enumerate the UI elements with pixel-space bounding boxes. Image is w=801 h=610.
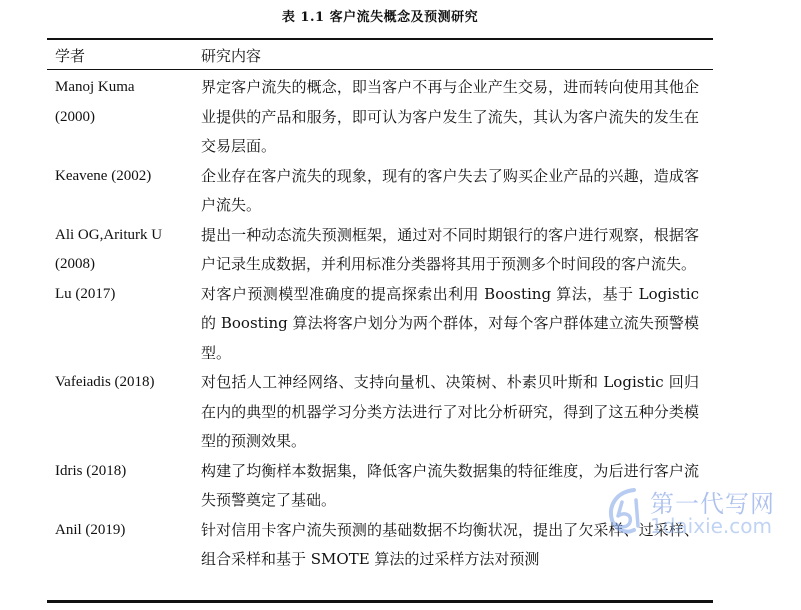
content-cell: 针对信用卡客户流失预测的基础数据不均衡状况，提出了欠采样、过采样、组合采样和基于 SMOTE 算法的过采样方法对预测	[201, 520, 699, 568]
table-row	[47, 162, 713, 221]
content-cell: 企业存在客户流失的现象，现有的客户失去了购买企业产品的兴趣，造成客户流失。	[201, 166, 699, 214]
author-cell: Ali OG,Ariturk U (2008)	[55, 226, 163, 272]
table-caption: 表 1.1 客户流失概念及预测研究	[281, 10, 479, 25]
author-cell: Idris (2018)	[55, 462, 127, 479]
author-cell: Manoj Kuma (2000)	[55, 79, 135, 125]
author-cell: Vafeiadis (2018)	[55, 374, 155, 390]
header-author: 学者	[55, 47, 86, 65]
content-cell: 界定客户流失的概念，即当客户不再与企业产生交易，进而转向使用其他企业提供的产品和服务，即可认为客户发生了流失，其认为客户流失的发生在交易层面。	[201, 78, 699, 155]
header-content: 研究内容	[201, 47, 262, 65]
watermark-logo-icon	[604, 486, 646, 538]
content-cell: 对包括人工神经网络、支持向量机、决策树、朴素贝叶斯和 Logistic 回归在内的典型的机器学习分类方法进行了对比分析研究，得到了这五种分类模型的预测效果。	[201, 373, 699, 450]
watermark-url: 1daixie.com	[650, 514, 773, 538]
table-row	[47, 368, 713, 457]
author-cell: Lu (2017)	[55, 285, 116, 302]
table-row	[47, 280, 713, 369]
table-bottom-rule	[47, 600, 713, 603]
author-cell: Keavene (2002)	[55, 167, 152, 184]
table-row	[47, 221, 713, 280]
table-top-rule	[47, 38, 713, 40]
author-cell: Anil (2019)	[55, 521, 126, 538]
watermark	[604, 484, 794, 544]
content-cell: 构建了均衡样本数据集，降低客户流失数据集的特征维度，为后进行客户流失预警奠定了基础。	[201, 461, 699, 509]
content-cell: 对客户预测模型准确度的提高探索出利用 Boosting 算法，基于 Logistic 的 Boosting 算法将客户划分为两个群体，对每个客户群体建立流失预警模型。	[201, 284, 699, 362]
table-row	[47, 73, 713, 162]
content-cell: 提出一种动态流失预测框架，通过对不同时期银行的客户进行观察，根据客户记录生成数据，并利用标准分类器将其用于预测多个时间段的客户流失。	[201, 225, 699, 273]
table-header-rule	[47, 69, 713, 70]
watermark-brand: 第一代写网	[650, 490, 775, 518]
